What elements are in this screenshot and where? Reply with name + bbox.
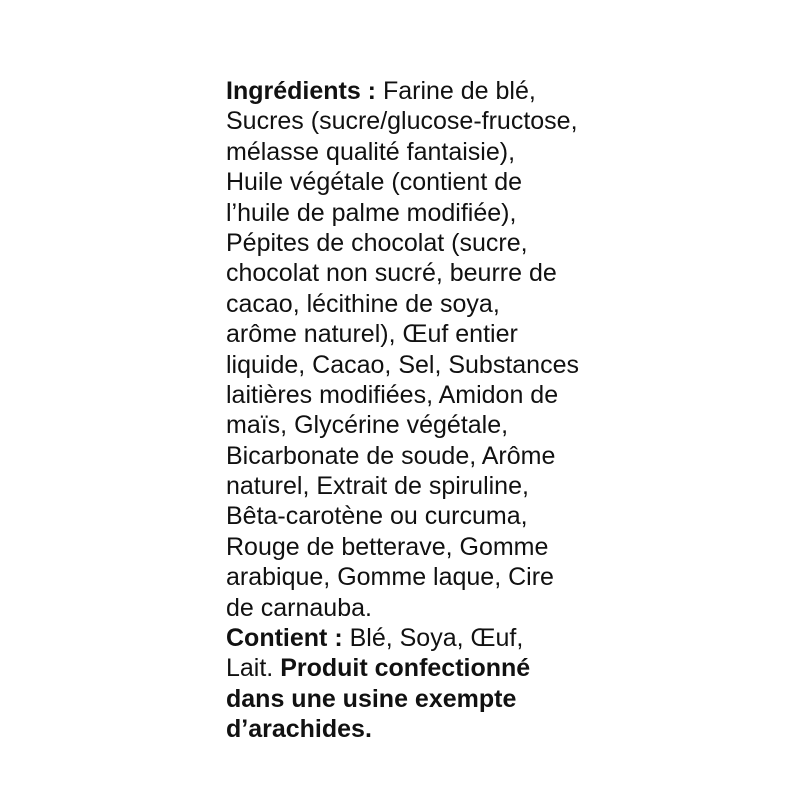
peanut-free-statement-line: dans une usine exempte [226, 684, 517, 713]
ingredients-line: Pépites de chocolat (sucre, [226, 228, 528, 257]
ingredients-line: maïs, Glycérine végétale, [226, 411, 509, 440]
peanut-free-statement-line: d’arachides. [226, 715, 372, 744]
ingredients-line: cacao, lécithine de soya, [226, 289, 500, 318]
ingredients-line-1 [226, 76, 606, 106]
ingredients-line: naturel, Extrait de spiruline, [226, 472, 529, 501]
ingredients-heading: Ingrédients : [226, 77, 377, 105]
contains-allergens: Blé, Soya, Œuf, [342, 624, 524, 653]
ingredients-line: arabique, Gomme laque, Cire [226, 563, 554, 592]
ingredients-line: Sucres (sucre/glucose-fructose, [226, 107, 578, 136]
ingredients-line: arôme naturel), Œuf entier [226, 320, 518, 349]
contains-allergens-end: Lait. [226, 654, 281, 683]
ingredients-line: mélasse qualité fantaisie), [226, 137, 516, 166]
peanut-free-statement: Produit confectionné [280, 654, 531, 683]
ingredients-line: Bicarbonate de soude, Arôme [226, 441, 556, 470]
ingredients-line: l’huile de palme modifiée), [226, 198, 517, 227]
contains-heading: Contient : [226, 624, 343, 653]
ingredients-line: Rouge de betterave, Gomme [226, 532, 549, 561]
ingredients-line: chocolat non sucré, beurre de [226, 259, 557, 288]
ingredients-text: Farine de blé, [376, 77, 536, 105]
contains-line-2 [226, 653, 606, 683]
ingredients-line: Bêta-carotène ou curcuma, [226, 502, 528, 531]
ingredients-line: liquide, Cacao, Sel, Substances [226, 350, 579, 379]
ingredients-line: de carnauba. [226, 593, 372, 622]
contains-line-1 [226, 623, 606, 653]
ingredient-label [226, 76, 606, 745]
ingredients-line: laitières modifiées, Amidon de [226, 380, 559, 409]
ingredients-line: Huile végétale (contient de [226, 168, 523, 197]
